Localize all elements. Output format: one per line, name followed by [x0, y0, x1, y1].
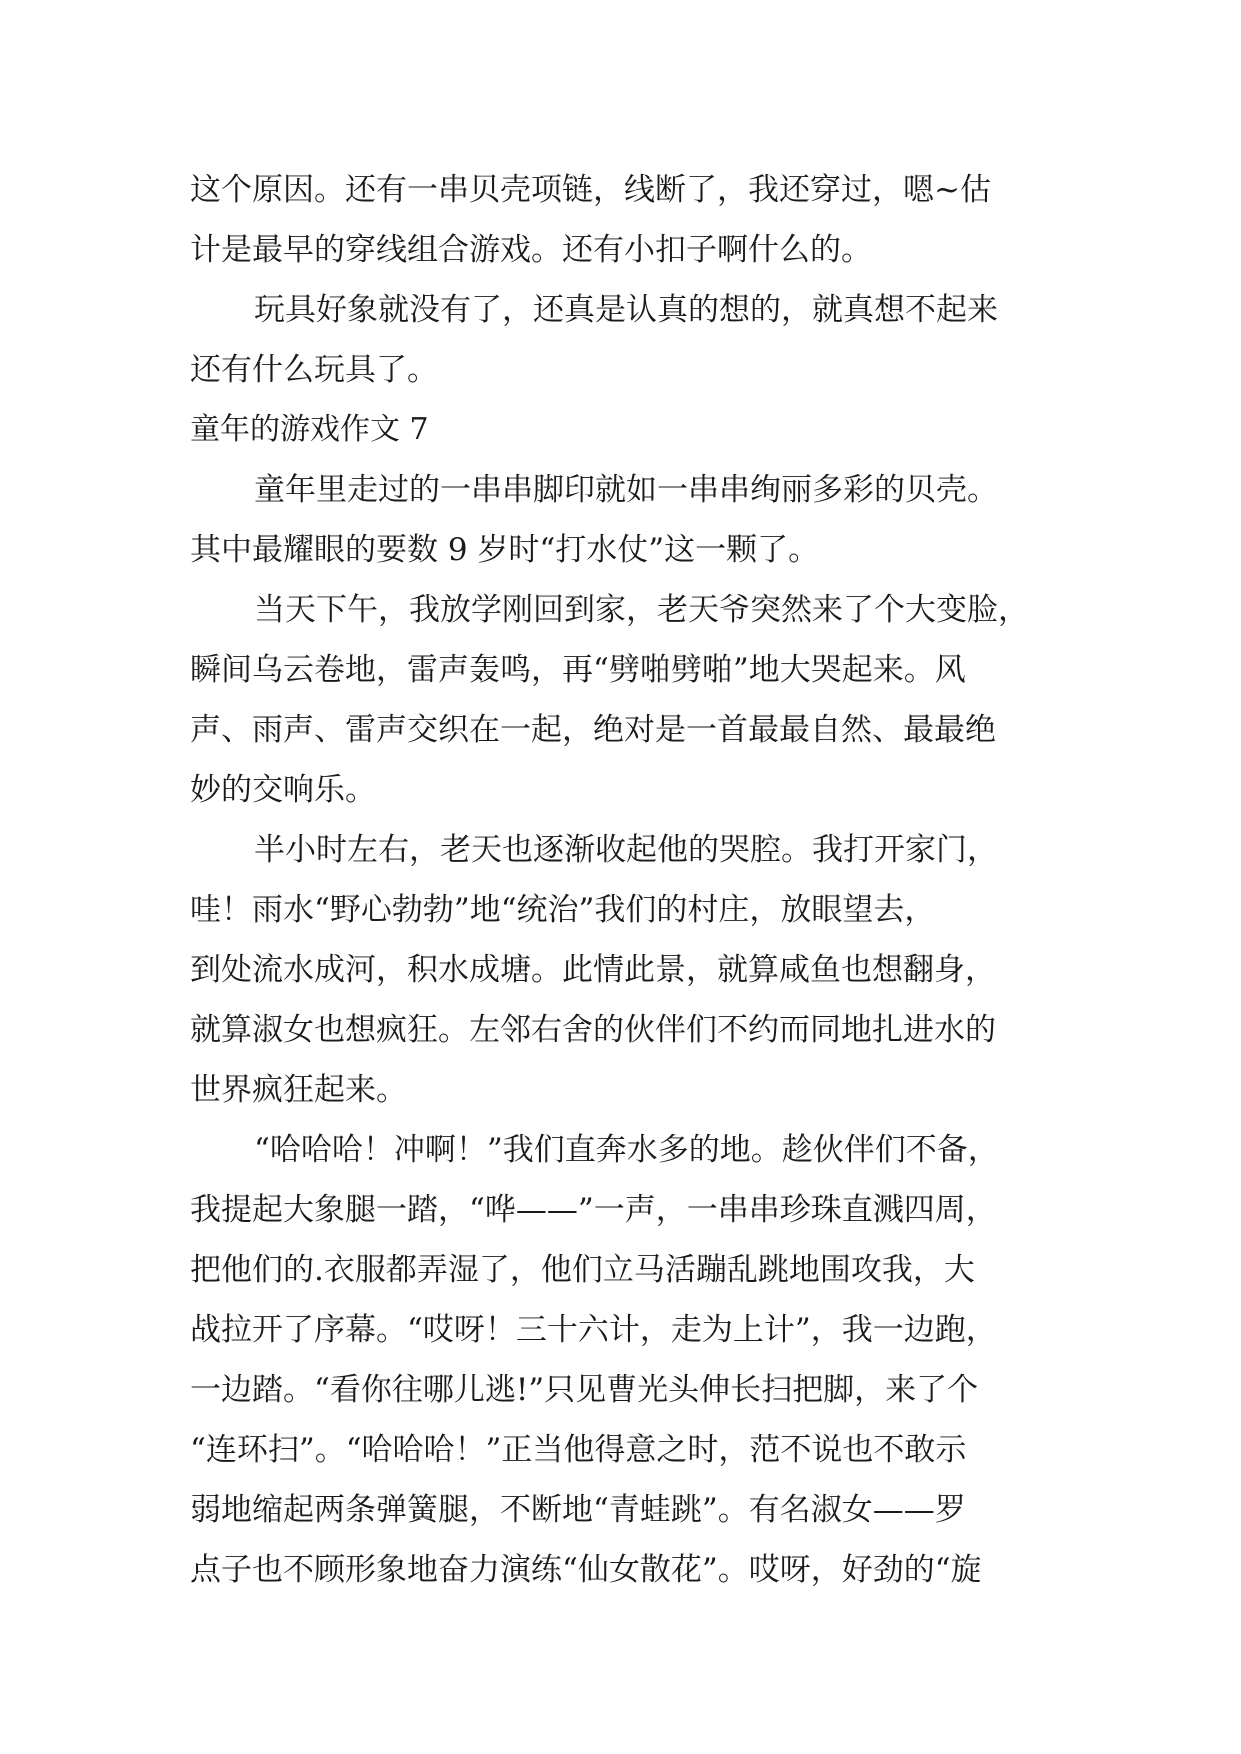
text-line: 童年里走过的一串串脚印就如一串串绚丽多彩的贝壳。: [254, 472, 998, 508]
text-line: 瞬间乌云卷地，雷声轰鸣，再“劈啪劈啪”地大哭起来。风: [190, 652, 966, 688]
text-line: “哈哈哈！冲啊！”我们直奔水多的地。趁伙伴们不备，: [254, 1132, 999, 1168]
text-line: 声、雨声、雷声交织在一起，绝对是一首最最自然、最最绝: [190, 712, 996, 748]
text-line: “连环扫”。“哈哈哈！”正当他得意之时，范不说也不敢示: [190, 1432, 967, 1468]
text-line: 计是最早的穿线组合游戏。还有小扣子啊什么的。: [190, 232, 872, 268]
text-line: 妙的交响乐。: [190, 772, 376, 808]
text-line: 还有什么玩具了。: [190, 352, 438, 388]
text-line: 玩具好象就没有了，还真是认真的想的，就真想不起来: [254, 292, 998, 328]
text-line: 到处流水成河，积水成塘。此情此景，就算咸鱼也想翻身，: [190, 952, 996, 988]
text-line: 当天下午，我放学刚回到家，老天爷突然来了个大变脸，: [254, 592, 1029, 628]
text-line: 弱地缩起两条弹簧腿，不断地“青蛙跳”。有名淑女——罗: [190, 1492, 966, 1528]
text-line: 世界疯狂起来。: [190, 1072, 407, 1108]
text-line: 点子也不顾形象地奋力演练“仙女散花”。哎呀，好劲的“旋: [190, 1552, 982, 1588]
text-line: 把他们的.衣服都弄湿了，他们立马活蹦乱跳地围攻我，大: [190, 1252, 975, 1288]
text-line: 这个原因。还有一串贝壳项链，线断了，我还穿过，嗯~估: [190, 172, 991, 208]
text-line: 就算淑女也想疯狂。左邻右舍的伙伴们不约而同地扎进水的: [190, 1012, 996, 1048]
text-line: 一边踏。“看你往哪儿逃!”只见曹光头伸长扫把脚，来了个: [190, 1372, 979, 1408]
text-line: 我提起大象腿一踏，“哗——”一声，一串串珍珠直溅四周，: [190, 1192, 997, 1228]
text-line: 其中最耀眼的要数 9 岁时“打水仗”这一颗了。: [190, 532, 820, 568]
text-line: 哇！雨水“野心勃勃”地“统治”我们的村庄，放眼望去，: [190, 892, 936, 928]
section-heading: 童年的游戏作文 7: [190, 412, 429, 447]
text-line: 战拉开了序幕。“哎呀！三十六计，走为上计”，我一边跑，: [190, 1312, 997, 1348]
document-body: [190, 160, 1050, 1600]
text-line: 半小时左右，老天也逐渐收起他的哭腔。我打开家门，: [254, 832, 998, 868]
